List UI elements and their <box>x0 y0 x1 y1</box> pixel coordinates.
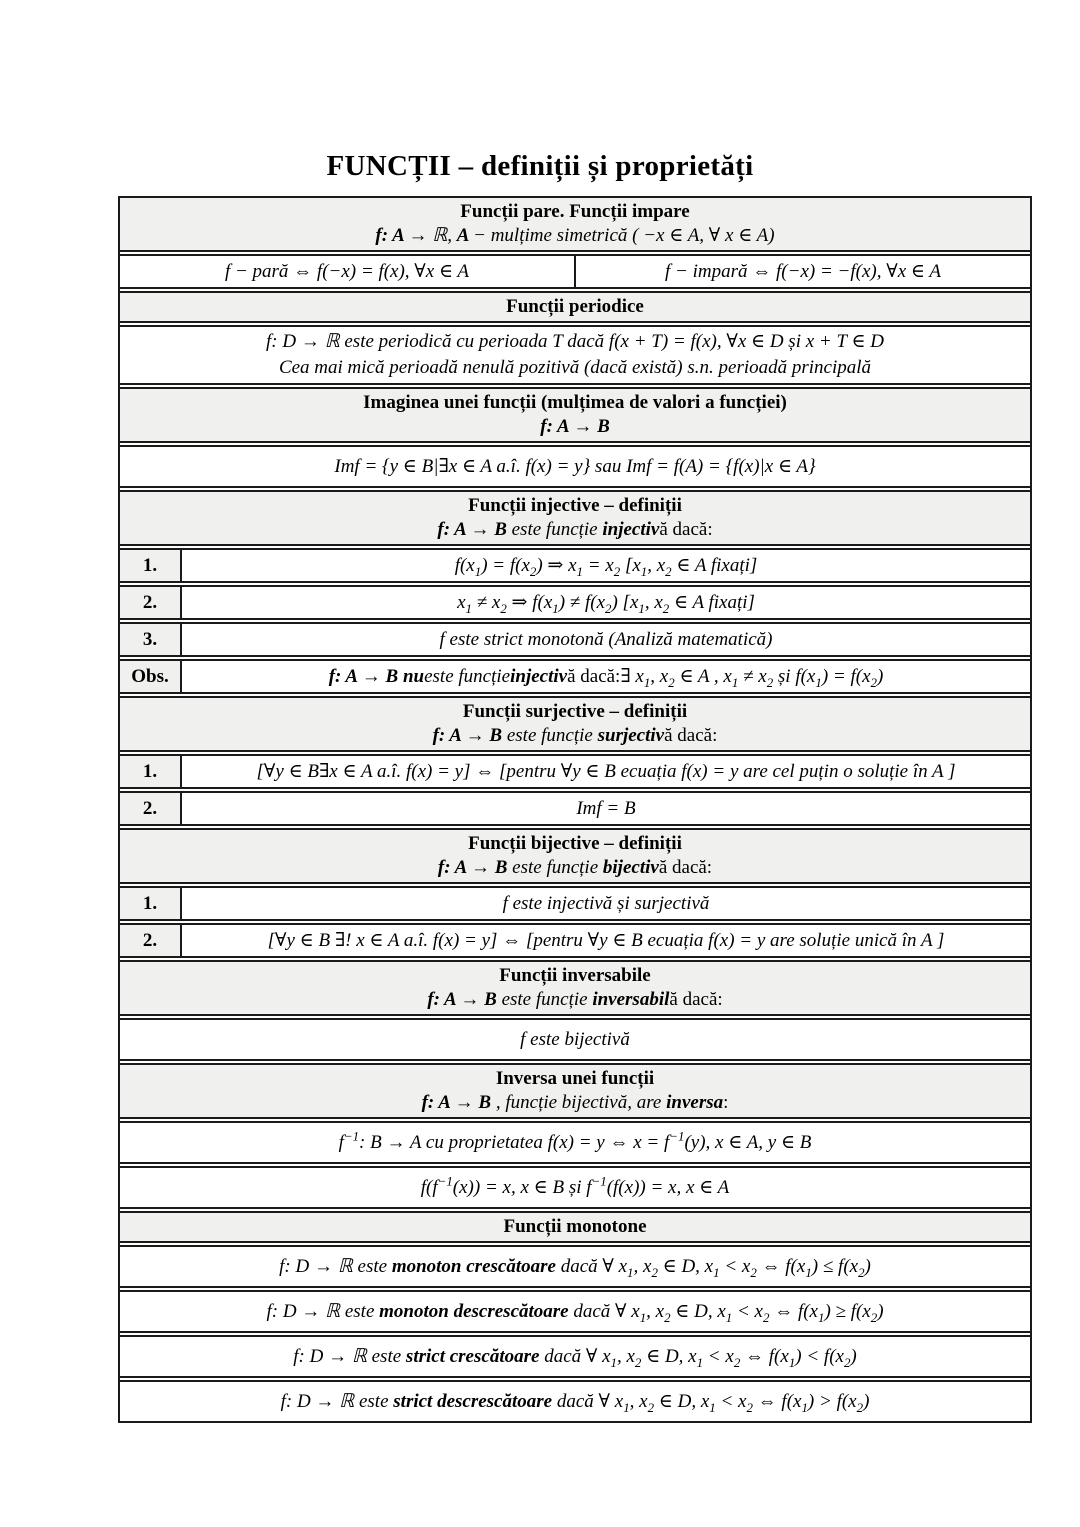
text-segment: f este bijectivă <box>520 1029 630 1050</box>
row-content <box>182 661 1030 692</box>
row-number: 1. <box>120 888 182 919</box>
section-header-row <box>118 696 1032 752</box>
table-row <box>118 1245 1032 1288</box>
row-line <box>126 832 1024 856</box>
text-segment: ă dacă: <box>669 989 723 1010</box>
split-cell <box>120 256 576 287</box>
table-row <box>118 325 1032 385</box>
row-line <box>130 1130 1020 1155</box>
row-content <box>182 756 1030 787</box>
text-segment: $f(x_1) = f(x_2)$ ⇒ $x_1 = x_2$ [$x_1$, $x_2$ ∈ A fixați] <box>454 555 758 579</box>
text-segment: f: A → B <box>432 725 507 746</box>
section-header-row <box>118 960 1032 1016</box>
section-header-row <box>118 1063 1032 1119</box>
row-line <box>126 856 1024 880</box>
text-segment: Funcții inversabile <box>499 965 651 986</box>
text-segment: Funcții surjective – definiții <box>462 701 688 722</box>
definitions-table <box>118 196 1032 1425</box>
text-segment: strict descrescătoare <box>393 1391 557 1412</box>
table-row <box>118 923 1032 958</box>
row-line <box>128 329 1022 355</box>
text-segment: Imf = {y ∈ B|∃x ∈ A a.î. f(x) = y} sau Imf = f(A) = {f(x)|x ∈ A} <box>334 456 816 477</box>
text-segment: f − impară ⇔ f(−x) = −f(x), ∀x ∈ A <box>665 261 941 282</box>
text-segment: f: D → ℝ este <box>293 1346 406 1367</box>
section-header-row <box>118 291 1032 323</box>
text-segment: este funcție <box>501 989 593 1010</box>
text-segment: injectiv <box>602 519 660 540</box>
table-row <box>118 1018 1032 1061</box>
table-row <box>118 1380 1032 1423</box>
text-segment: dacă ∀ $x_1$, $x_2$ ∈ D, $x_1 < x_2$ ⇔ $f(x_1) \ge f(x_2)$ <box>573 1301 884 1325</box>
text-segment: surjectiv <box>597 725 665 746</box>
text-segment: Imf = B <box>576 798 636 819</box>
table-row <box>118 622 1032 657</box>
table-row <box>118 754 1032 789</box>
text-segment: strict crescătoare <box>405 1346 545 1367</box>
table-row <box>118 548 1032 583</box>
text-segment: f: A <box>375 225 409 246</box>
text-segment: bijectiv <box>602 857 659 878</box>
row-content <box>182 888 1030 919</box>
text-segment: f: A → B <box>437 519 512 540</box>
section-header-row <box>118 387 1032 443</box>
text-segment: dacă ∀ $x_1$, $x_2$ ∈ D, $x_1 < x_2$ ⇔ $f(x_1) > f(x_2)$ <box>556 1391 870 1415</box>
text-segment: Cea mai mică perioadă nenulă pozitivă (dacă există) s.n. perioadă principală <box>278 357 872 378</box>
text-segment: f este injectivă și surjectivă <box>502 893 710 914</box>
table-row <box>118 791 1032 826</box>
row-line <box>126 518 1024 542</box>
table-row <box>118 1121 1032 1164</box>
row-number: 2. <box>120 587 182 618</box>
text-segment: f: A → B <box>427 989 502 1010</box>
table-row <box>118 1335 1032 1378</box>
text-segment: monoton crescătoare <box>391 1256 561 1277</box>
row-number: 2. <box>120 793 182 824</box>
text-segment: este funcție <box>506 725 598 746</box>
text-segment: ∃ $x_1$, $x_2$ ∈ A , $x_1 \ne x_2$ și $f(x_1) = f(x_2)$ <box>620 666 884 690</box>
split-cell <box>576 256 1030 287</box>
text-segment: [∀y ∈ B ∃! x ∈ A a.î. f(x) = y] ⇔ [pentru ∀y ∈ B ecuația f(x) = y are soluție unică în A ] <box>267 930 945 951</box>
text-segment: $f(f^{-1}(x)) = x$, x ∈ B și $f^{-1}(f(x)) = x$, x ∈ A <box>420 1173 730 1198</box>
row-line <box>126 224 1024 248</box>
row-line <box>128 355 1022 381</box>
text-segment: ă dacă: <box>658 857 713 878</box>
row-line <box>126 494 1024 518</box>
table-row <box>118 585 1032 620</box>
text-segment: inversa <box>666 1092 724 1113</box>
text-segment: A <box>456 225 474 246</box>
text-segment: [∀y ∈ B∃x ∈ A a.î. f(x) = y] ⇔ [pentru ∀y ∈ B ecuația f(x) = y are cel puțin o soluție în A ] <box>256 761 956 782</box>
text-segment: Funcții injective – definiții <box>468 495 682 516</box>
section-header-row <box>118 828 1032 884</box>
text-segment: − mulțime simetrică ( −x ∈ A, ∀ x ∈ A) <box>473 225 775 246</box>
text-segment: injectiv <box>510 666 568 687</box>
row-line <box>130 454 1020 479</box>
table-row <box>118 254 1032 289</box>
text-segment: Funcții periodice <box>506 296 644 317</box>
table-row <box>118 886 1032 921</box>
row-line <box>130 1175 1020 1200</box>
text-segment: f: D → ℝ este <box>279 1256 392 1277</box>
section-header-row <box>118 490 1032 546</box>
row-line <box>126 724 1024 748</box>
text-segment: Funcții monotone <box>503 1216 647 1237</box>
text-segment: f: D → ℝ este periodică cu perioada T dacă f(x + T) = f(x), ∀x ∈ D și x + T ∈ D <box>266 331 884 352</box>
row-number: 1. <box>120 550 182 581</box>
row-content <box>182 925 1030 956</box>
row-line <box>126 415 1024 439</box>
text-segment: Funcții pare. Funcții impare <box>460 201 690 222</box>
text-segment: f: A → B <box>421 1092 496 1113</box>
text-segment: $x_1 \ne x_2$ ⇒ $f(x_1) \ne f(x_2)$ [$x_1$, $x_2$ ∈ A fixați] <box>457 592 755 616</box>
page-title: FUNCȚII – definiții și proprietăți <box>326 150 754 182</box>
row-line <box>126 700 1024 724</box>
row-line <box>130 1299 1020 1324</box>
row-line <box>130 1027 1020 1052</box>
text-segment: monoton descrescătoare <box>379 1301 574 1322</box>
row-content <box>182 793 1030 824</box>
text-segment: este funcție <box>424 666 511 687</box>
text-segment: f: A → B <box>437 857 513 878</box>
row-line <box>130 1389 1020 1414</box>
row-line <box>126 988 1024 1012</box>
text-segment: f: A → B <box>540 416 610 437</box>
text-segment: f − pară ⇔ f(−x) = f(x), ∀x ∈ A <box>224 261 470 282</box>
text-segment: → ℝ, <box>408 225 457 246</box>
row-number: 1. <box>120 756 182 787</box>
section-header-row <box>118 196 1032 252</box>
row-line <box>126 1215 1024 1239</box>
text-segment: $f^{-1}$: B → A cu proprietatea f(x) = y ⇔ $x = f^{-1}(y)$, x ∈ A, y ∈ B <box>338 1128 812 1153</box>
text-segment: f este strict monotonă (Analiză matematică) <box>439 629 773 650</box>
row-content <box>182 624 1030 655</box>
text-segment: Inversa unei funcții <box>495 1068 655 1089</box>
text-segment: este funcție <box>512 857 603 878</box>
table-row <box>118 445 1032 488</box>
text-segment: dacă ∀ $x_1$, $x_2$ ∈ D, $x_1 < x_2$ ⇔ $f(x_1) < f(x_2)$ <box>544 1346 857 1370</box>
text-segment: inversabil <box>592 989 670 1010</box>
text-segment: f: D → ℝ este <box>280 1391 394 1412</box>
text-segment: ă dacă: <box>567 666 621 687</box>
row-line <box>126 200 1024 224</box>
row-line <box>126 1067 1024 1091</box>
text-segment: f: A → B nu <box>328 666 425 687</box>
row-line <box>126 391 1024 415</box>
row-line <box>130 1344 1020 1369</box>
section-header-row <box>118 1211 1032 1243</box>
text-segment: ă dacă: <box>664 725 718 746</box>
table-row <box>118 1166 1032 1209</box>
text-segment: dacă ∀ $x_1$, $x_2$ ∈ D, $x_1 < x_2$ ⇔ $f(x_1) \le f(x_2)$ <box>560 1256 871 1280</box>
text-segment: Funcții bijective – definiții <box>468 833 682 854</box>
row-number: 2. <box>120 925 182 956</box>
row-line <box>130 1254 1020 1279</box>
text-segment: ă dacă: <box>659 519 713 540</box>
text-segment: , funcție bijectivă, are <box>495 1092 667 1113</box>
table-row <box>118 659 1032 694</box>
text-segment: este funcție <box>511 519 603 540</box>
row-content <box>182 550 1030 581</box>
text-segment: : <box>723 1092 729 1113</box>
text-segment: Imaginea unei funcții (mulțimea de valori a funcției) <box>363 392 787 413</box>
table-row <box>118 1290 1032 1333</box>
row-line <box>126 1091 1024 1115</box>
row-line <box>126 295 1024 319</box>
row-line <box>126 964 1024 988</box>
row-number: 3. <box>120 624 182 655</box>
row-number: Obs. <box>120 661 182 692</box>
text-segment: f: D → ℝ este <box>266 1301 380 1322</box>
row-content <box>182 587 1030 618</box>
